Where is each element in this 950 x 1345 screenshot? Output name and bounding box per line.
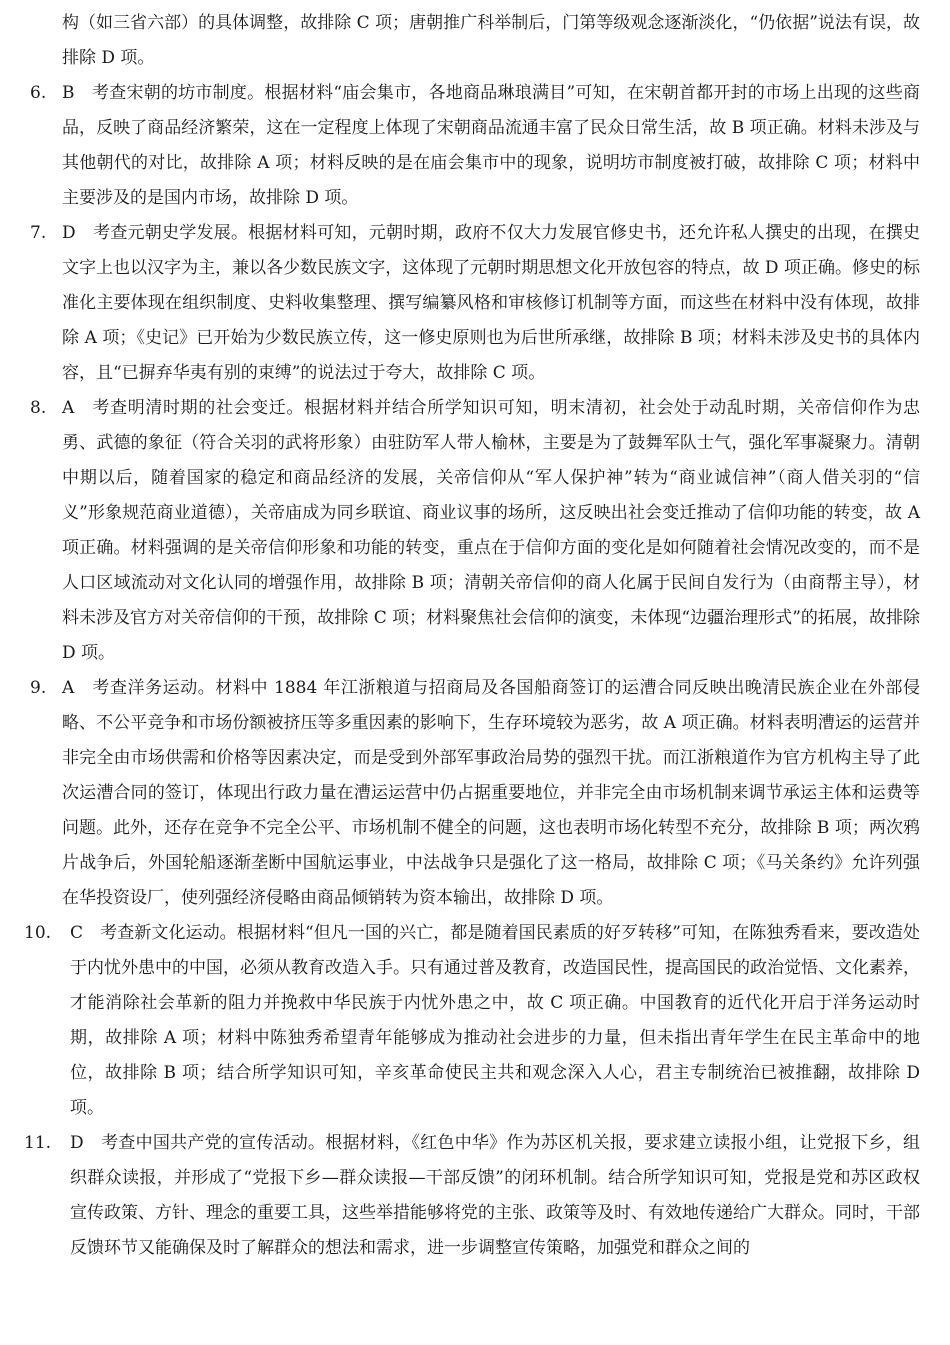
item-text: A 考查明清时期的社会变迁。根据材料并结合所学知识可知，明末清初，社会处于动乱时期，关帝信仰作为忠勇、武德的象征（符合关羽的武将形象）由驻防军人带人榆林，主要是为了鼓舞军队士气，强化军事凝聚力。清朝中期以后，随着国家的稳定和商品经济的发展，关帝信仰从“军人保护神”转为“商业诚信神”（商人借关羽的“信义”形象规范商业道德），关帝庙成为同乡联谊、商业议事的场所，这反映出社会变迁推动了信仰功能的转变，故 A 项正确。材料强调的是关帝信仰形象和功能的转变，重点在于信仰方面的变化是如何随着社会情况改变的，而不是人口区域流动对文化认同的增强作用，故排除 B 项；清朝关帝信仰的商人化属于民间自发行为（由商帮主导），材料未涉及官方对关帝信仰的干预，故排除 C 项；材料聚焦社会信仰的演变，未体现“边疆治理形式”的拓展，故排除 D 项。 [62, 398, 920, 663]
item-text: C 考查新文化运动。根据材料“但凡一国的兴亡，都是随着国民素质的好歹转移”可知，在陈独秀看来，要改造处于内忧外患中的中国，必须从教育改造入手。只有通过普及教育，改造国民性，提高国民的政治觉悟、文化素养，才能消除社会革新的阻力并挽救中华民族于内忧外患之中，故 C 项正确。中国教育的近代化开启于洋务运动时期，故排除 A 项；材料中陈独秀希望青年能够成为推动社会进步的力量，但未指出青年学生在民主革命中的地位，故排除 B 项；结合所学知识可知，辛亥革命使民主共和观念深入人心，君主专制统治已被推翻，故排除 D 项。 [70, 923, 920, 1118]
item-number: 11. [24, 1133, 52, 1153]
item-number: 10. [24, 923, 52, 943]
paragraph-continued: 构（如三省六部）的具体调整，故排除 C 项；唐朝推广科举制后，门第等级观念逐渐淡化，“仍依据”说法有误，故排除 D 项。 [62, 13, 920, 68]
item-text: D 考查元朝史学发展。根据材料可知，元朝时期，政府不仅大力发展官修史书，还允许私人撰史的出现，在撰史文字上也以汉字为主，兼以各少数民族文字，这体现了元朝时期思想文化开放包容的特点，故 D 项正确。修史的标准化主要体现在组织制度、史料收集整理、撰写编纂风格和审核修订机制等方面，而这些在材料中没有体现，故排除 A 项；《史记》已开始为少数民族立传，这一修史原则也为后世所承继，故排除 B 项；材料未涉及史书的具体内容，且“已摒弃华夷有别的束缚”的说法过于夸大，故排除 C 项。 [62, 223, 920, 383]
item-text: A 考查洋务运动。材料中 1884 年江浙粮道与招商局及各国船商签订的运漕合同反映出晚清民族企业在外部侵略、不公平竞争和市场份额被挤压等多重因素的影响下，生存环境较为恶劣，故 A 项正确。材料表明漕运的运营并非完全由市场供需和价格等因素决定，而是受到外部军事政治局势的强烈干扰。而江浙粮道作为官方机构主导了此次运漕合同的签订，体现出行政力量在漕运运营中仍占据重要地位，并非完全由市场机制来调节承运主体和运费等问题。此外，还存在竞争不完全公平、市场机制不健全的问题，这也表明市场化转型不充分，故排除 B 项；两次鸦片战争后，外国轮船逐渐垄断中国航运事业，中法战争只是强化了这一格局，故排除 C 项；《马关条约》允许列强在华投资设厂，使列强经济侵略由商品倾销转为资本输出，故排除 D 项。 [62, 678, 920, 908]
item-text: D 考查中国共产党的宣传活动。根据材料，《红色中华》作为苏区机关报，要求建立读报小组，让党报下乡，组织群众读报，并形成了“党报下乡—群众读报—干部反馈”的闭环机制。结合所学知识可知，党报是党和苏区政权宣传政策、方针、理念的重要工具，这些举措能够将党的主张、政策等及时、有效地传递给广大群众。同时，干部反馈环节又能确保及时了解群众的想法和需求，进一步调整宣传策略，加强党和群众之间的 [70, 1133, 920, 1258]
answer-item-11 [24, 1126, 920, 1266]
answer-item-6 [30, 76, 920, 216]
answer-item-10 [24, 916, 920, 1126]
item-number: 8. [30, 398, 47, 418]
item-number: 6. [30, 83, 47, 103]
answer-item-8 [30, 391, 920, 671]
item-number: 9. [30, 678, 47, 698]
item-number: 7. [30, 223, 47, 243]
answer-item-9 [30, 671, 920, 916]
item-text: B 考查宋朝的坊市制度。根据材料“庙会集市，各地商品琳琅满目”可知，在宋朝首都开封的市场上出现的这些商品，反映了商品经济繁荣，这在一定程度上体现了宋朝商品流通丰富了民众日常生活，故 B 项正确。材料未涉及与其他朝代的对比，故排除 A 项；材料反映的是在庙会集市中的现象，说明坊市制度被打破，故排除 C 项；材料中主要涉及的是国内市场，故排除 D 项。 [62, 83, 920, 208]
answer-item-7 [30, 216, 920, 391]
